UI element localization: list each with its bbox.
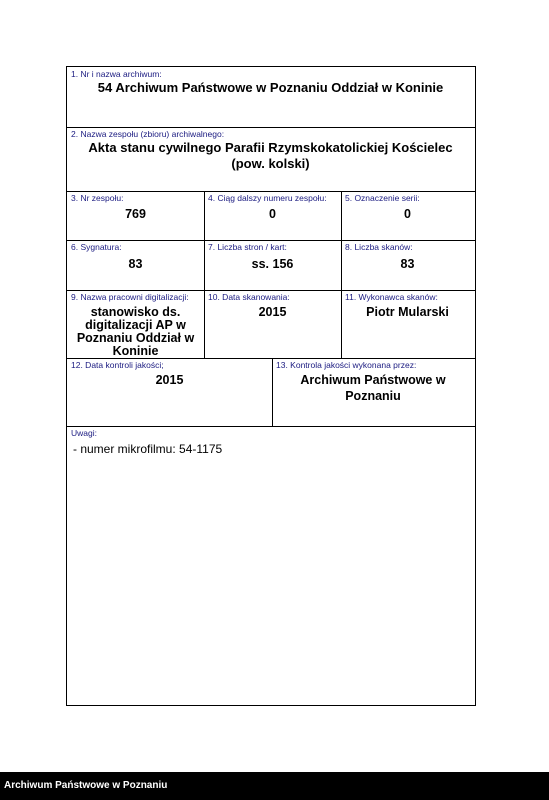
scanner-label: 11. Wykonawca skanów: <box>345 292 438 302</box>
scan-date-value: 2015 <box>258 305 287 319</box>
scans-value: 83 <box>400 257 415 271</box>
qc-by-value-line2: Poznaniu <box>345 389 401 403</box>
fonds-name-value-line1: Akta stanu cywilnego Parafii Rzymskokatolickiej Kościelec <box>88 140 453 155</box>
fonds-name-cell <box>67 127 474 191</box>
series-mark-value: 0 <box>404 207 411 221</box>
fonds-continuation-value: 0 <box>269 207 276 221</box>
qc-by-label: 13. Kontrola jakości wykonana przez: <box>276 360 417 370</box>
remarks-value: - numer mikrofilmu: 54-1175 <box>73 442 223 456</box>
fonds-name-value-line2: (pow. kolski) <box>231 156 310 171</box>
remarks-label: Uwagi: <box>71 428 97 438</box>
signature-cell <box>67 240 204 290</box>
archive-label: 1. Nr i nazwa archiwum: <box>71 69 162 79</box>
qc-date-label: 12. Data kontroli jakości; <box>71 360 164 370</box>
scans-label: 8. Liczba skanów: <box>345 242 413 252</box>
fonds-no-cell <box>67 191 204 240</box>
signature-value: 83 <box>128 257 143 271</box>
pages-cell <box>204 240 341 290</box>
workshop-line-3: Poznaniu Oddział w <box>76 331 195 345</box>
qc-by-cell <box>272 358 474 426</box>
workshop-line-2: digitalizacji AP w <box>85 318 186 332</box>
workshop-cell <box>67 290 204 358</box>
workshop-label: 9. Nazwa pracowni digitalizacji: <box>71 292 189 302</box>
scanner-cell <box>341 290 474 358</box>
remarks-cell <box>67 426 474 704</box>
signature-label: 6. Sygnatura: <box>71 242 122 252</box>
footer-bar <box>0 772 549 800</box>
scan-date-cell <box>204 290 341 358</box>
archive-cell <box>67 67 474 127</box>
series-mark-cell <box>341 191 474 240</box>
workshop-line-4: Koninie <box>112 344 159 358</box>
footer-text: Archiwum Państwowe w Poznaniu <box>4 780 168 791</box>
fonds-continuation-cell <box>204 191 341 240</box>
qc-date-cell <box>67 358 272 426</box>
scans-cell <box>341 240 474 290</box>
pages-value: ss. 156 <box>251 257 294 271</box>
qc-by-value-line1: Archiwum Państwowe w <box>300 373 446 387</box>
pages-label: 7. Liczba stron / kart: <box>208 242 287 252</box>
scan-date-label: 10. Data skanowania: <box>208 292 290 302</box>
fonds-no-value: 769 <box>125 207 146 221</box>
series-mark-label: 5. Oznaczenie serii: <box>345 193 420 203</box>
fonds-name-label: 2. Nazwa zespołu (zbioru) archiwalnego: <box>71 129 225 139</box>
qc-date-value: 2015 <box>155 373 184 387</box>
archive-value: 54 Archiwum Państwowe w Poznaniu Oddział w Koninie <box>97 80 444 95</box>
fonds-no-label: 3. Nr zespołu: <box>71 193 124 203</box>
workshop-line-1: stanowisko ds. <box>90 305 181 319</box>
scanner-value: Piotr Mularski <box>366 305 449 319</box>
fonds-continuation-label: 4. Ciąg dalszy numeru zespołu: <box>208 193 327 203</box>
metadata-form <box>66 66 476 706</box>
